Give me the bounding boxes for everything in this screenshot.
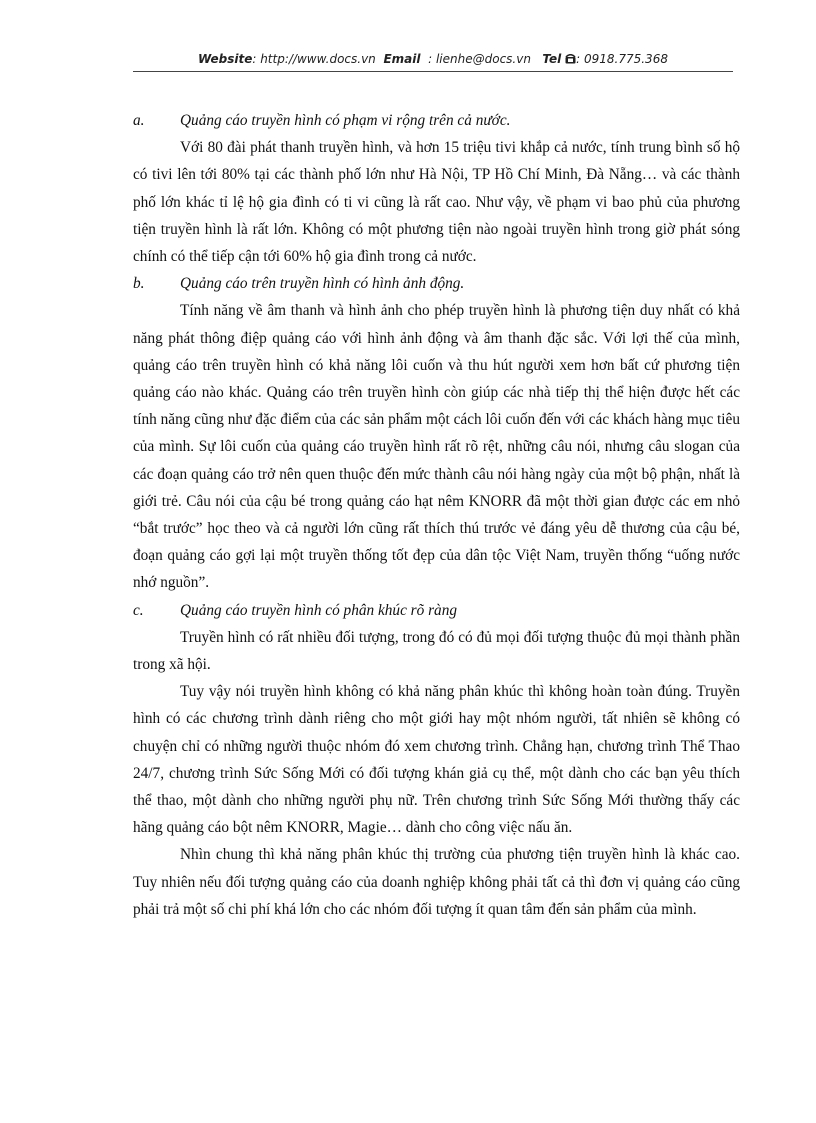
- section-marker: c.: [133, 601, 144, 619]
- section-heading: [133, 270, 740, 297]
- section-b: [133, 270, 740, 596]
- section-heading: [133, 597, 740, 624]
- tel-label: Tel: [542, 52, 562, 66]
- page-header: [133, 50, 733, 72]
- paragraph: Truyền hình có rất nhiều đối tượng, trong đó có đủ mọi đối tượng thuộc đủ mọi thành phần trong xã hội.: [133, 628, 740, 674]
- header-rule: [133, 71, 733, 72]
- section-marker: b.: [133, 275, 145, 293]
- paragraph: Nhìn chung thì khả năng phân khúc thị trường của phương tiện truyền hình là khác cao. Tuy nhiên nếu đối tượng quảng cáo của doanh nghiệp không phải tất cả thì đơn vị quảng cáo cũng phải trả một số chi phí khá lớn cho các nhóm đối tượng ít quan tâm đến sản phẩm của mình.: [133, 846, 740, 918]
- section-title: Quảng cáo truyền hình có phạm vi rộng trên cả nước.: [180, 112, 511, 129]
- section-title: Quảng cáo trên truyền hình có hình ảnh động.: [180, 275, 465, 293]
- website-label: Website: [198, 52, 253, 66]
- website-value: : http://www.docs.vn: [252, 52, 376, 66]
- email-label: Email: [383, 52, 421, 66]
- section-a: [133, 107, 740, 270]
- paragraph: Tính năng về âm thanh và hình ảnh cho phép truyền hình là phương tiện duy nhất có khả năng phát thông điệp quảng cáo với hình ảnh động và âm thanh đặc sắc. Với lợi thế của mình, quảng cáo trên truyền hình có khả năng lôi cuốn và thu hút người xem hơn bất cứ phương tiện quảng cáo nào khác. Quảng cáo trên truyền hình còn giúp các nhà tiếp thị thể hiện được hết các tính năng cũng như đặc điểm của các sản phẩm một cách lôi cuốn đến với các khách hàng mục tiêu của mình. Sự lôi cuốn của quảng cáo truyền hình rất rõ rệt, những câu nói, nhưng câu slogan của các đoạn quảng cáo trở nên quen thuộc đến mức thành câu nói hàng ngày của một bộ phận, nhất là giới trẻ. Câu nói của cậu bé trong quảng cáo hạt nêm KNORR đã một thời gian được các em nhỏ “bắt trước” học theo và cả người lớn cũng rất thích thú trước vẻ đáng yêu dễ thương của cậu bé, đoạn quảng cáo gợi lại một truyền thống tốt đẹp của dân tộc Việt Nam, truyền thống “uống nước nhớ nguồn”.: [133, 302, 740, 592]
- phone-icon: [565, 52, 576, 66]
- paragraph: Với 80 đài phát thanh truyền hình, và hơn 15 triệu tivi khắp cả nước, tính trung bình số hộ có tivi lên tới 80% tại các thành phố lớn như Hà Nội, TP Hồ Chí Minh, Đà Nẵng… và các thành phố lớn khác tỉ lệ hộ gia đình có ti vi cũng là rất cao. Như vậy, về phạm vi bao phủ của phương tiện truyền hình là rất lớn. Không có một phương tiện nào ngoài truyền hình trong giờ phát sóng chính có thể tiếp cận tới 60% hộ gia đình trong cả nước.: [133, 139, 740, 266]
- paragraph: Tuy vậy nói truyền hình không có khả năng phân khúc thì không hoàn toàn đúng. Truyền hình có các chương trình dành riêng cho một giới hay một nhóm người, tất nhiên sẽ không có chuyện chỉ có những người thuộc nhóm đó xem chương trình. Chẳng hạn, chương trình Thể Thao 24/7, chương trình Sức Sống Mới có đối tượng khán giả cụ thể, một dành cho các bạn yêu thích thể thao, một dành cho những người phụ nữ. Trên chương trình Sức Sống Mới thường thấy các hãng quảng cáo bột nêm KNORR, Magie… dành cho công việc nấu ăn.: [133, 683, 740, 837]
- document-body: [133, 107, 740, 923]
- email-value: : lienhe@docs.vn: [428, 52, 531, 66]
- section-marker: a.: [133, 112, 145, 129]
- tel-value: : 0918.775.368: [576, 52, 668, 66]
- section-heading: [133, 107, 740, 134]
- section-title: Quảng cáo truyền hình có phân khúc rõ ràng: [180, 601, 458, 619]
- section-c: [133, 597, 740, 923]
